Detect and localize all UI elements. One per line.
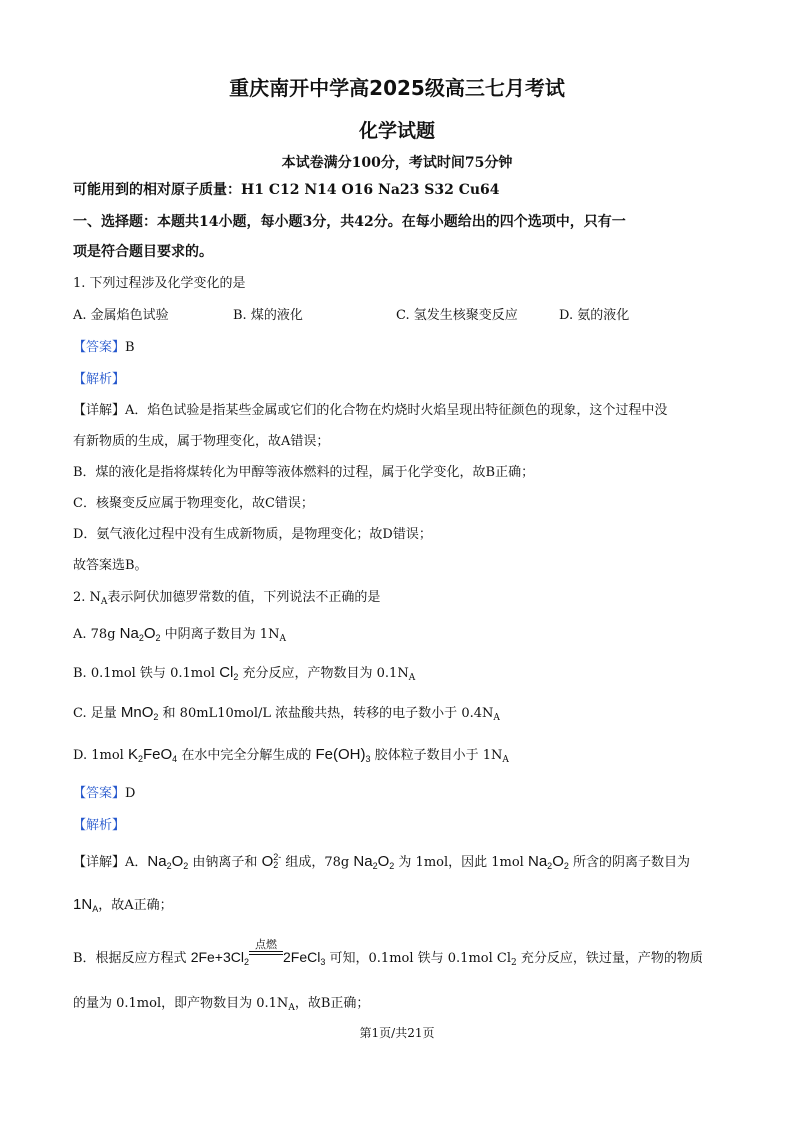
f: O (377, 853, 390, 870)
q1-analysis-tag (73, 371, 733, 389)
sub: A (408, 673, 416, 683)
text: ，故B正确； (294, 996, 370, 1011)
f: Na (147, 853, 167, 870)
f: O (552, 853, 564, 870)
sub: A (502, 755, 509, 765)
f: Na (119, 625, 139, 642)
q1-detail-line-2: 有新物质的生成，属于物理变化，故A错误； (73, 434, 330, 449)
formula-na2o2 (120, 625, 161, 642)
q1-detail-line-5: D．氨气液化过程中没有生成新物质，是物理变化；故D错误； (73, 527, 432, 542)
f-sub: 3 (365, 754, 371, 764)
f: O (261, 853, 274, 870)
text: 充分反应，铁过量，产物的物质 (516, 951, 703, 966)
exam-note: 本试卷满分100分，考试时间75分钟 (281, 155, 513, 171)
q1-detail-line-4: C．核聚变反应属于物理变化，故C错误； (73, 496, 314, 511)
text: ，故A正确； (98, 898, 173, 913)
q1-detail-line-1 (73, 402, 733, 420)
f: Na (353, 853, 373, 870)
detail-tag: 【详解】 (73, 855, 126, 870)
subject-title: 化学试题 (358, 120, 435, 142)
analysis-tag: 【解析】 (73, 818, 126, 833)
sub: A (493, 713, 500, 723)
f: O (171, 853, 184, 870)
q2-analysis-tag (73, 817, 733, 835)
q1-detail-line-6: 故答案选B。 (73, 558, 148, 573)
f-sub: 2 (138, 633, 144, 643)
f: Na (527, 853, 548, 870)
f: Cl (219, 664, 234, 681)
q2-answer-value: D (125, 786, 136, 801)
section-heading-line1: 一、选择题：本题共14小题，每小题3分，共42分。在每小题给出的四个选项中，只有一 (73, 214, 626, 230)
eq-bar (249, 954, 283, 955)
q2-stem-sub: A (100, 597, 108, 607)
text: 的量为 0.1mol，即产物数目为 0.1N (73, 996, 289, 1011)
formula-mno2 (121, 704, 159, 721)
f: K (127, 746, 138, 763)
section-heading-line2: 项是符合题目要求的。 (73, 244, 213, 260)
text: 组成，78g (281, 855, 354, 870)
q2-option-a (73, 625, 733, 648)
formula-cl2 (219, 664, 238, 681)
q1-stem: 1. 下列过程涉及化学变化的是 (73, 276, 246, 291)
f-sub: 2 (153, 712, 159, 722)
q1-option-c: C. 氢发生核聚变反应 (396, 308, 518, 323)
eq-lhs: 2Fe+3Cl (190, 949, 244, 965)
q2-detail-a-cont (73, 896, 733, 918)
q2-detail-b (73, 939, 733, 972)
q1-options (73, 307, 733, 325)
f: MnO (120, 704, 154, 721)
sub: A (288, 1003, 295, 1013)
formula-peroxide-ion (262, 853, 282, 870)
f-sub: 2 (166, 861, 172, 871)
f-sub: 2 (137, 754, 143, 764)
f-sub: A (92, 904, 99, 914)
f-sub: 2 (233, 672, 239, 682)
f: O (143, 625, 156, 642)
reaction-arrow (249, 939, 283, 962)
q2-option-d (73, 746, 733, 769)
f-sub: 2 (547, 861, 553, 871)
text: C. 足量 (73, 706, 121, 721)
q1-option-a: A. 金属焰色试验 (73, 308, 169, 323)
detail-tag: 【详解】 (73, 403, 126, 418)
q2-option-b (73, 664, 733, 687)
q2-stem-rest: 表示阿伏加德罗常数的值，下列说法不正确的是 (107, 590, 381, 605)
f-sub: 4 (172, 754, 178, 764)
exam-title: 重庆南开中学高2025级高三七月考试 (229, 76, 565, 100)
text: 可知，0.1mol 铁与 0.1mol Cl (325, 951, 511, 966)
f-sub: 2 (273, 860, 279, 870)
q2-option-c (73, 704, 733, 727)
text: 胶体粒子数目小于 1N (370, 748, 503, 763)
formula-na2o2 (353, 853, 394, 870)
f-sub: 2 (183, 861, 189, 871)
atomic-masses: 可能用到的相对原子质量：H1 C12 N14 O16 Na23 S32 Cu64 (73, 182, 500, 198)
formula-na2o2 (528, 853, 569, 870)
detail-text: A．焰色试验是指某些金属或它们的化合物在灼烧时火焰呈现出特征颜色的现象，这个过程中没 (125, 403, 668, 418)
f-sub: 2 (389, 861, 395, 871)
text: 中阴离子数目为 1N (160, 627, 280, 642)
q1-answer-value: B (125, 340, 135, 355)
eq-sub: 3 (320, 957, 326, 967)
eq-rhs: 2FeCl (283, 949, 321, 965)
reaction-condition: 点燃 (255, 939, 278, 951)
q1-option-b: B. 煤的液化 (233, 308, 303, 323)
f-sup: 2- (273, 852, 282, 862)
text: 为 1mol，因此 1mol (394, 855, 528, 870)
q2-stem (73, 589, 733, 611)
f-sub: 2 (155, 633, 161, 643)
formula-na2o2 (147, 853, 188, 870)
text: 和 80mL10mol/L 浓盐酸共热，转移的电子数小于 0.4N (158, 706, 494, 721)
f-sub: 2 (372, 861, 378, 871)
text: B. 0.1mol 铁与 0.1mol (73, 666, 220, 681)
text: B．根据反应方程式 (73, 951, 191, 966)
reaction-equation (190, 939, 326, 967)
q2-answer (73, 785, 733, 803)
sub: 2 (511, 958, 517, 968)
text: 由钠离子和 (188, 855, 262, 870)
eq-bar (249, 951, 283, 952)
text: 在水中完全分解生成的 (177, 748, 316, 763)
formula-k2feo4 (128, 746, 177, 763)
f: (OH) (332, 746, 366, 763)
answer-tag: 【答案】 (73, 786, 126, 801)
sub: A (279, 634, 286, 644)
text: 所含的阴离子数目为 (568, 855, 691, 870)
text: 充分反应，产物数目为 0.1N (238, 666, 409, 681)
q1-answer (73, 339, 733, 357)
text: A. 78g (73, 627, 120, 642)
text: A． (125, 855, 148, 870)
q1-option-d: D. 氨的液化 (559, 308, 630, 323)
answer-tag: 【答案】 (73, 340, 126, 355)
f-sub: 2 (563, 861, 569, 871)
page-number: 第1页/共21页 (359, 1026, 435, 1040)
f: FeO (142, 746, 173, 763)
f: 1N (73, 896, 93, 913)
text: D. 1mol (73, 748, 128, 763)
formula-1na (73, 896, 98, 913)
q2-stem-prefix: 2. N (73, 590, 101, 605)
q2-detail-a (73, 853, 733, 875)
formula-feoh3 (315, 746, 370, 763)
eq-sub: 2 (244, 957, 250, 967)
f: Fe (315, 746, 333, 763)
analysis-tag: 【解析】 (73, 372, 126, 387)
q1-detail-line-3: B．煤的液化是指将煤转化为甲醇等液体燃料的过程，属于化学变化，故B正确； (73, 465, 535, 480)
q2-detail-b-cont (73, 995, 733, 1017)
